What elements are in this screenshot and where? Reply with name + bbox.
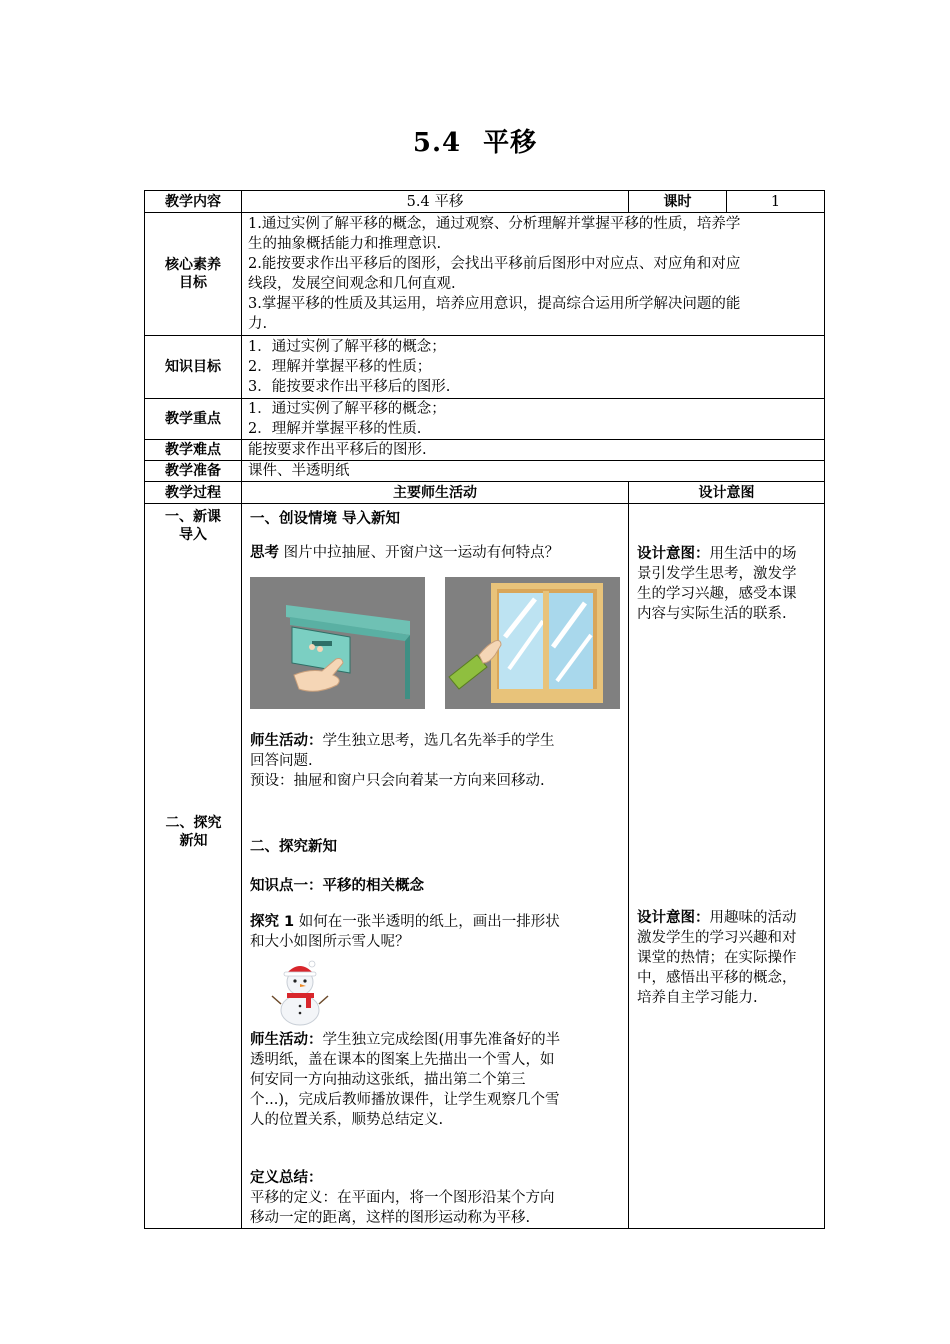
example-pictures (250, 577, 620, 709)
content-label: 教学内容 (145, 191, 242, 213)
difficulty-label: 教学难点 (145, 440, 242, 461)
think-prompt: 思考 图片中拉抽屉、开窗户这一运动有何特点？ (250, 545, 560, 561)
section1-heading: 一、创设情境 导入新知 (250, 511, 401, 527)
stage-column (145, 504, 242, 1229)
teacher-activity-2: 师生活动：学生独立完成绘图(用事先准备好的半 透明纸，盖在课本的图案上先描出一个雪人，如 何安同一方向抽动这张纸，描出第二个第三 个...)，完成后教师播放课件，让学生观察几个雪 人的位置关系，顺势总结定义. (250, 1032, 561, 1128)
content-row (145, 191, 825, 213)
window-image (445, 577, 620, 709)
knowledge-row (145, 336, 825, 399)
core-goals: 1.通过实例了解平移的概念，通过观察、分析理解并掌握平移的性质，培养学 生的抽象概括能力和推理意识. 2.能按要求作出平移后的图形，会找出平移前后图形中对应点、对应角和对应 线段，发展空间观念和几何直观. 3.掌握平移的性质及其运用，培养应用意识，提高综合运用所学解决问题的能 力. (242, 213, 825, 336)
process-label: 教学过程 (145, 482, 242, 504)
explore-1: 探究 1 如何在一张半透明的纸上，画出一排形状 和大小如图所示雪人呢？ (250, 914, 560, 950)
knowledge-label: 知识目标 (145, 336, 242, 399)
period-value: 1 (727, 191, 825, 213)
difficulty-row (145, 440, 825, 461)
key-points-row (145, 399, 825, 440)
design-header: 设计意图 (629, 482, 825, 504)
preparation-value: 课件、半透明纸 (242, 461, 825, 482)
preparation-row (145, 461, 825, 482)
difficulty-value: 能按要求作出平移后的图形. (242, 440, 825, 461)
design-column (629, 504, 825, 1229)
core-row (145, 213, 825, 336)
preparation-label: 教学准备 (145, 461, 242, 482)
activity-header: 主要师生活动 (242, 482, 629, 504)
definition-summary: 定义总结： 平移的定义：在平面内，将一个图形沿某个方向 移动一定的距离，这样的图形运动称为平移. (250, 1170, 555, 1226)
stage-1: 一、新课 导入 (165, 509, 221, 543)
section2-heading: 二、探究新知 (250, 839, 337, 855)
knowledge-point-1: 知识点一：平移的相关概念 (250, 878, 424, 894)
knowledge-items: 1．通过实例了解平移的概念； 2．理解并掌握平移的性质； 3．能按要求作出平移后的图形. (242, 336, 825, 399)
stage-2: 二、探究 新知 (165, 815, 222, 849)
key-points-items: 1．通过实例了解平移的概念； 2．理解并掌握平移的性质. (242, 399, 825, 440)
period-label: 课时 (629, 191, 727, 213)
snowman-image (270, 960, 332, 1026)
activity-column (242, 504, 629, 1229)
design-note-1: 设计意图：用生活中的场 景引发学生思考，激发学 生的学习兴趣，感受本课 内容与实际生活的联系. (637, 546, 797, 622)
design-note-2: 设计意图：用趣味的活动 激发学生的学习兴趣和对 课堂的热情；在实际操作 中，感悟出平移的概念， 培养自主学习能力. (637, 910, 797, 1006)
content-value: 5.4 平移 (242, 191, 629, 213)
lesson-plan-table (144, 190, 825, 1229)
teacher-activity-1: 师生活动：学生独立思考，选几名先举手的学生 回答问题. 预设：抽屉和窗户只会向着某一方向来回移动. (250, 733, 555, 789)
process-header-row (145, 482, 825, 504)
core-label: 核心素养 目标 (145, 213, 242, 336)
key-points-label: 教学重点 (145, 399, 242, 440)
process-row (145, 504, 825, 1229)
drawer-image (250, 577, 425, 709)
page-title: 5.4 平移 (412, 128, 538, 158)
